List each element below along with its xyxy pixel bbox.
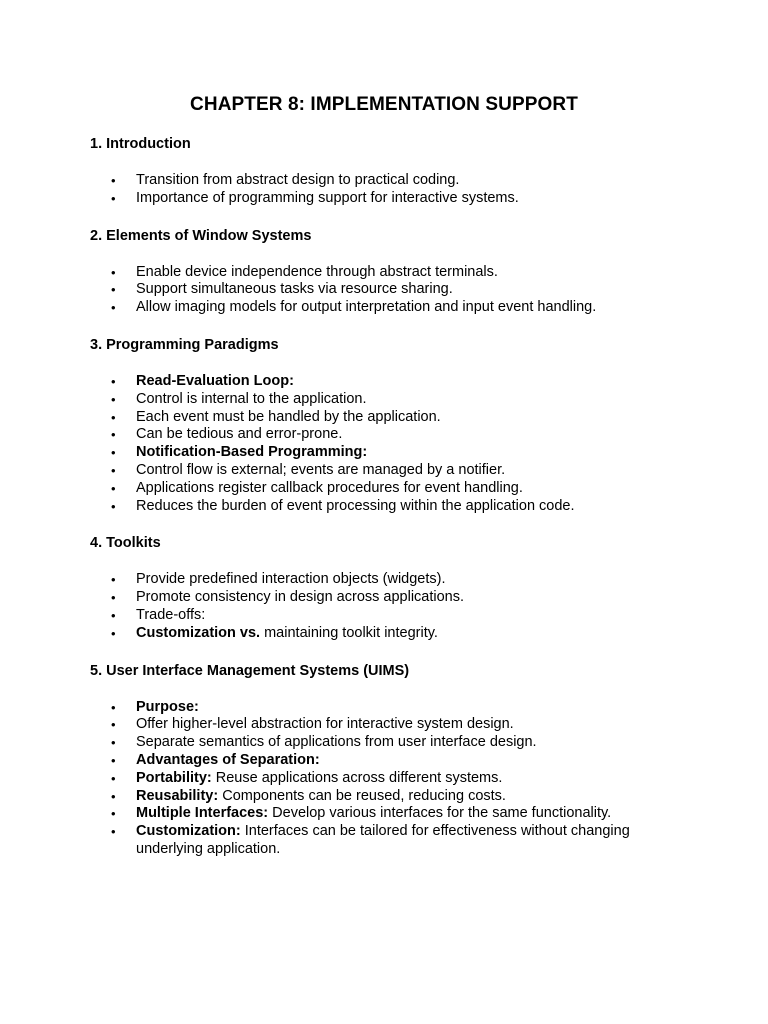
list-item: • Advantages of Separation:: [111, 751, 320, 768]
bullet-icon: •: [111, 770, 116, 786]
list-item: • Multiple Interfaces: Develop various interfaces for the same functionality.: [111, 805, 612, 822]
bullet-icon: •: [111, 590, 116, 606]
section-toolkits: [90, 534, 768, 642]
list-item: • Importance of programming support for interactive systems.: [111, 189, 519, 206]
section-heading: 3. Programming Paradigms: [90, 336, 279, 353]
bullet-icon: •: [111, 190, 116, 206]
bullet-icon: •: [111, 788, 116, 804]
bullet-icon: •: [111, 735, 116, 751]
list-item: • Support simultaneous tasks via resource sharing.: [111, 281, 453, 298]
list-item: • Notification-Based Programming:: [111, 444, 368, 461]
bullet-icon: •: [111, 300, 116, 316]
list-item: • Trade-offs:: [111, 606, 206, 623]
bullet-icon: •: [111, 824, 116, 840]
bullet-icon: •: [111, 427, 116, 443]
bullet-icon: •: [111, 480, 116, 496]
list-item: • Provide predefined interaction objects (widgets).: [111, 571, 446, 588]
section-heading: 4. Toolkits: [90, 535, 161, 552]
bullet-icon: •: [111, 391, 116, 407]
bullet-icon: •: [111, 717, 116, 733]
list-item: • Promote consistency in design across applications.: [111, 589, 465, 606]
list-item: • Reduces the burden of event processing within the application code.: [111, 497, 575, 514]
list-item: • Control is internal to the application.: [111, 390, 367, 407]
list-item: • Offer higher-level abstraction for interactive system design.: [111, 716, 514, 733]
bullet-icon: •: [111, 752, 116, 768]
bullet-icon: •: [111, 282, 116, 298]
bullet-icon: •: [111, 264, 116, 280]
page-title: CHAPTER 8: IMPLEMENTATION SUPPORT: [190, 94, 578, 115]
list-item: • Each event must be handled by the application.: [111, 408, 441, 425]
bullet-icon: •: [111, 572, 116, 588]
list-item: • Read-Evaluation Loop:: [111, 372, 294, 389]
list-item: • Applications register callback procedures for event handling.: [111, 479, 523, 496]
list-item: • Can be tedious and error-prone.: [111, 426, 343, 443]
bullet-list: [90, 571, 768, 642]
section-window-systems: [90, 227, 768, 317]
bullet-icon: •: [111, 445, 116, 461]
section-uims: [90, 662, 768, 859]
list-item: • Transition from abstract design to practical coding.: [111, 172, 460, 188]
list-item: • Customization vs. maintaining toolkit integrity.: [111, 624, 438, 641]
list-item: • Control flow is external; events are managed by a notifier.: [111, 461, 506, 478]
bullet-list: [90, 172, 768, 208]
bullet-icon: •: [111, 373, 116, 389]
bullet-list: [90, 373, 768, 515]
bullet-icon: •: [111, 409, 116, 425]
bullet-icon: •: [111, 806, 116, 822]
list-item: • Reusability: Components can be reused, reducing costs.: [111, 787, 506, 804]
bullet-icon: •: [111, 699, 116, 715]
section-heading: 2. Elements of Window Systems: [90, 227, 312, 244]
list-item: • Customization: Interfaces can be tailored for effectiveness without changing underlying application.: [111, 823, 630, 857]
bullet-icon: •: [111, 498, 116, 514]
list-item: • Purpose:: [111, 698, 199, 715]
bullet-icon: •: [111, 173, 116, 188]
section-programming-paradigms: [90, 336, 768, 515]
section-heading: 5. User Interface Management Systems (UIMS): [90, 662, 410, 679]
bullet-icon: •: [111, 462, 116, 478]
section-heading: 1. Introduction: [90, 136, 191, 152]
section-introduction: [90, 135, 768, 208]
bullet-icon: •: [111, 607, 116, 623]
list-item: • Enable device independence through abstract terminals.: [111, 263, 498, 280]
list-item: • Portability: Reuse applications across different systems.: [111, 769, 503, 786]
bullet-icon: •: [111, 625, 116, 641]
bullet-list: [90, 699, 768, 859]
list-item: • Separate semantics of applications from user interface design.: [111, 734, 537, 751]
bullet-list: [90, 264, 768, 317]
list-item: • Allow imaging models for output interpretation and input event handling.: [111, 299, 597, 316]
